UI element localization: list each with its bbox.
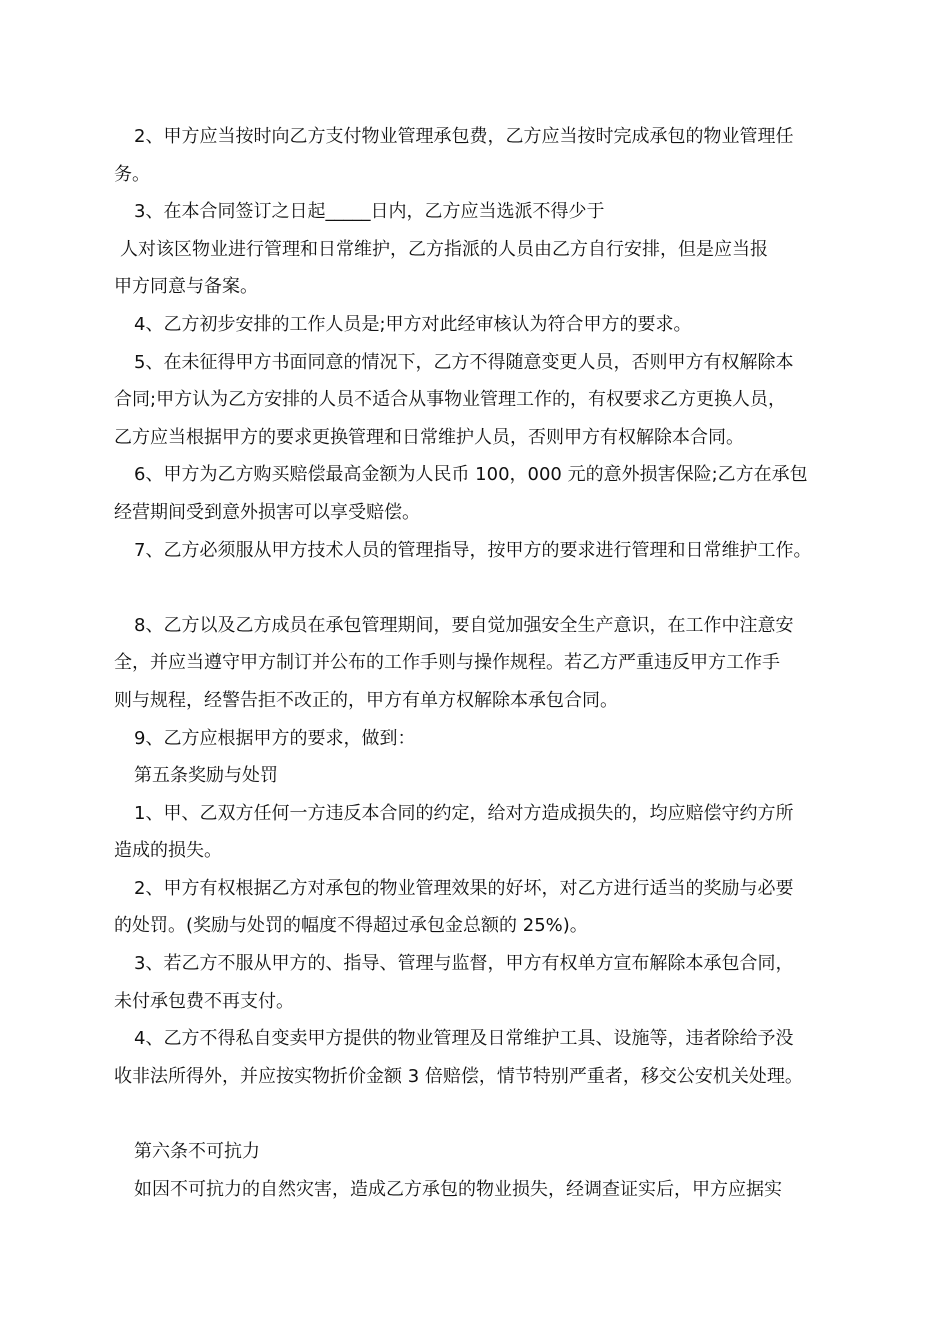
paragraph-gap — [114, 569, 844, 607]
clause-5-line-2: 合同;甲方认为乙方安排的人员不适合从事物业管理工作的，有权要求乙方更换人员， — [114, 389, 787, 411]
paragraph-gap — [114, 1095, 844, 1133]
article-5-clause-3-line-2: 未付承包费不再支付。 — [114, 990, 294, 1012]
clause-3-line-1: 3、在本合同签订之日起_____日内，乙方应当选派不得少于 — [134, 201, 605, 223]
article-5-clause-4-line-2: 收非法所得外，并应按实物折价金额 3 倍赔偿，情节特别严重者，移交公安机关处理。 — [114, 1065, 803, 1087]
article-5-clause-1-line-1: 1、甲、乙双方任何一方违反本合同的约定，给对方造成损失的，均应赔偿守约方所 — [134, 802, 794, 824]
clause-4-line-1: 4、乙方初步安排的工作人员是;甲方对此经审核认为符合甲方的要求。 — [134, 313, 692, 335]
article-5-clause-4-line-1: 4、乙方不得私自变卖甲方提供的物业管理及日常维护工具、设施等，违者除给予没 — [134, 1028, 794, 1050]
clause-7-line-1: 7、乙方必须服从甲方技术人员的管理指导，按甲方的要求进行管理和日常维护工作。 — [134, 539, 812, 561]
clause-5-line-1: 5、在未征得甲方书面同意的情况下，乙方不得随意变更人员，否则甲方有权解除本 — [134, 351, 794, 373]
clause-8-line-1: 8、乙方以及乙方成员在承包管理期间，要自觉加强安全生产意识，在工作中注意安 — [134, 614, 794, 636]
clause-9-line-1: 9、乙方应根据甲方的要求，做到： — [134, 727, 416, 749]
document-page — [114, 118, 844, 1208]
article-5-heading: 第五条奖励与处罚 — [134, 765, 278, 787]
clause-2-line-2: 务。 — [114, 163, 150, 185]
clause-6-line-2: 经营期间受到意外损害可以享受赔偿。 — [114, 501, 420, 523]
clause-8-line-3: 则与规程，经警告拒不改正的，甲方有单方权解除本承包合同。 — [114, 689, 618, 711]
article-5-clause-2-line-1: 2、甲方有权根据乙方对承包的物业管理效果的好坏，对乙方进行适当的奖励与必要 — [134, 877, 794, 899]
article-5-clause-2-line-2: 的处罚。(奖励与处罚的幅度不得超过承包金总额的 25%)。 — [114, 915, 588, 937]
clause-5-line-3: 乙方应当根据甲方的要求更换管理和日常维护人员，否则甲方有权解除本合同。 — [114, 426, 744, 448]
clause-3-line-2: 人对该区物业进行管理和日常维护，乙方指派的人员由乙方自行安排，但是应当报 — [120, 238, 768, 260]
article-6-heading: 第六条不可抗力 — [134, 1141, 260, 1163]
clause-8-line-2: 全，并应当遵守甲方制订并公布的工作手则与操作规程。若乙方严重违反甲方工作手 — [114, 652, 780, 674]
article-5-clause-1-line-2: 造成的损失。 — [114, 840, 222, 862]
article-5-clause-3-line-1: 3、若乙方不服从甲方的、指导、管理与监督，甲方有权单方宣布解除本承包合同， — [134, 953, 794, 975]
article-6-line-1: 如因不可抗力的自然灾害，造成乙方承包的物业损失，经调查证实后，甲方应据实 — [134, 1178, 782, 1200]
clause-2-line-1: 2、甲方应当按时向乙方支付物业管理承包费，乙方应当按时完成承包的物业管理任 — [134, 126, 794, 147]
clause-6-line-1: 6、甲方为乙方购买赔偿最高金额为人民币 100，000 元的意外损害保险;乙方在承包 — [134, 464, 808, 486]
clause-3-line-3: 甲方同意与备案。 — [114, 276, 258, 298]
